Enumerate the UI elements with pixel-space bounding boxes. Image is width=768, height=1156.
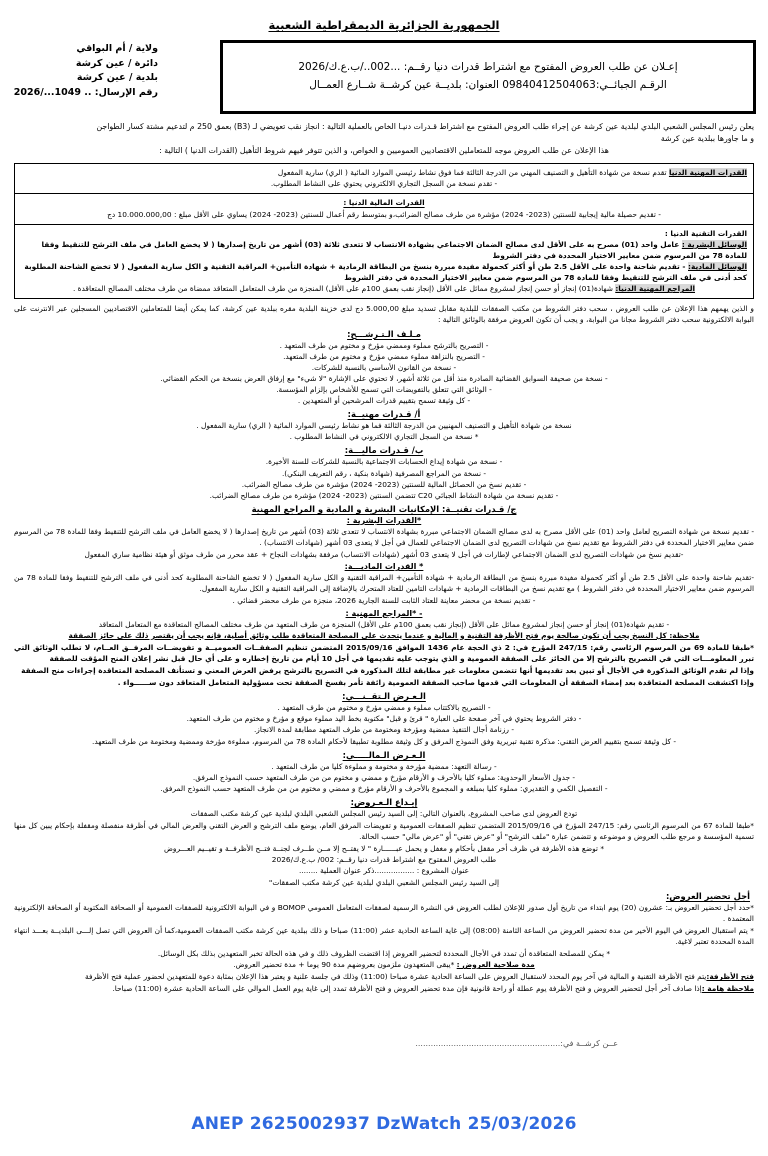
validity-text: *يبقى المتعهدون ملزمون بعروضهم مدة 90 يوما + مدة تحضير العروض. xyxy=(233,960,455,970)
list-item: - تقديم نسخة من شهادة النشاط الجبائي C20 تتضمن السنتين (2023- 2024) مؤشرة من طرف مصالح الضرائب. xyxy=(209,490,559,500)
header-row xyxy=(8,40,760,114)
list-item: - الوثائق التي تتعلق بالتفويضات التي تسمح للأشخاص بإلزام المؤسسة. xyxy=(276,384,492,394)
list-item: - جدول الأسعار الوحدوية: مملوء كليا بالأحرف و الأرقام مؤرخ و ممضي و مختوم من من طرف المتعهد حسب النموذج المرفق. xyxy=(192,772,576,782)
intro-line-3: هذا الإعلان عن طلب العروض موجه للمتعاملين الاقتصاديين العموميين و الخواص، و الذين تتوفر فيهم شروط التأهيل (القدرات الدنيا ) التالية : xyxy=(159,146,609,156)
list-item: - نسخة من القانون الأساسي بالنسبة للشركات. xyxy=(311,362,457,372)
list-item: - تقديم نسخ من الحصائل المالية للسنتين (2023- 2024) مؤشرة من طرف مصالح الضرائب. xyxy=(241,479,527,489)
section-heading-financial-offer: الـعـرض الـمالـــــي: xyxy=(342,749,426,760)
list-item: - تقديم شهادة(01) إنجاز أو حسن إنجاز لمشروع مماثل على الأقل (إنجاز نقب بعمق 100م على الأقل) المنجزة من طرف المتعهد من طرف مختلف المصالح المتعاقدة مع المتعامل المتعاقد xyxy=(98,619,670,629)
decree-note-69-c: وإذا اكتشفت المصلحة المتعاقدة بعد إمضاء الصفقة أن المعلومات التي قدمها صاحب الصفقة العمومية زائفة تأمر بفسخ الصفقة تحت مسؤولية المتعامل المتعاقد دون ســــــواء . xyxy=(117,678,754,688)
subsection-heading-human-resources: *القدرات البشرية : xyxy=(346,515,422,525)
list-item: - نسخة من المراجع المصرفية (شهادة بنكية ، رقم التعريف البنكي). xyxy=(281,468,487,478)
meta-send-number: رقم الإرسال: .. 1049.../2026 xyxy=(13,87,158,99)
criteria-label-material: الوسائل المادية: xyxy=(688,262,747,271)
criteria-text-qualification-2: - تقدم نسخة من السجل التجاري الالكتروني يحتوي على النشاط المطلوب. xyxy=(270,179,498,189)
section-heading-deadline: أجل تحضير العروض: xyxy=(665,890,750,901)
criteria-label-qualification: القدرات المهنية الدنيا xyxy=(668,168,747,178)
list-item: * نسخة من السجل التجاري الالكتروني في النشاط المطلوب . xyxy=(289,432,479,442)
criteria-row-technical xyxy=(15,225,753,299)
list-item: * توضع هذه الأظرفة في ظرف أخر مقفل بأحكام و مغفل و يحمل عبــــــارة " لا يفتــح إلا مــن طــرف لجنــة فتــح الأظرفــة و تقيــيم العـــروض xyxy=(163,844,605,854)
important-note-text: إذا صادف آخر أجل لتحضير العروض و فتح الأظرفة يوم عطلة أو راحة قانونية فإن مدة تحضير العروض و فتح الأظرفة تمدد إلى غاية يوم العمل الموالي على الساعة الحادية عشرة (11:00) صباحا. xyxy=(112,984,702,994)
list-item: - كل وثيقة تسمح بتقييم قدرات المرشحين أو المتعهدين . xyxy=(297,396,471,406)
list-item: - التفصيل الكمي و التقديري: مملوء كليا بمبلغه و المجموع بالأحرف و الأرقام مؤرخ و ممضي و مختوم من من طرف المتعهد حسب النموذج المرفق. xyxy=(160,783,608,793)
section-heading-technical-capacity: ج/ قـدرات تقنيــة: الإمكانيات البشرية و المادية و المراجع المهنية xyxy=(251,503,517,514)
announcement-line-1: إعـلان عن طلب العروض المفتوح مع اشتراط قدرات دنيا رقــم: ...002../ب.ع.ك/2026 xyxy=(298,60,678,73)
criteria-table xyxy=(14,163,754,299)
criteria-row-financial xyxy=(15,194,753,224)
opening-label: فتح الأظرفة: xyxy=(706,972,754,982)
criteria-label-technical: القدرات التقنية الدنيا : xyxy=(664,228,747,238)
submission-address-line: طلب العروض المفتوح مع اشتراط قدرات دنيا رقــم: 002/ ب.ع.ك/2026 xyxy=(271,855,497,865)
criteria-row-qualification xyxy=(15,164,753,194)
criteria-label-human: الوسائل البشرية : xyxy=(681,239,747,249)
signature-line xyxy=(0,1039,768,1048)
criteria-text-material: - تقديم شاحنة واحدة على الأقل 2.5 طن أو أكثر كحمولة مفيدة مبررة بنسخ من البطاقة الرمادية + شهادة التأمين+ المراقبة التقنية و الكل سارية المفعول ( لا تخضع الشاحنة المطلوبة كحد أدنى في ملف الترشح للتنقيط وفقا للمادة 78 من المرسوم ضمن معايير الاختيار المحددة في دفتر الشروط xyxy=(24,262,747,283)
page-title: الجمهورية الجزائرية الديمقراطية الشعبية xyxy=(268,18,500,32)
section-heading-candidacy-file: مـلـف الـتـرشـــح: xyxy=(347,328,421,339)
subsection-heading-material-resources: * القدرات الماديـــة: xyxy=(344,562,424,572)
criteria-label-references: المراجع المهنية الدنيا: xyxy=(615,284,696,294)
list-item: - التصريح بالترشح مملوء وممضي مؤرخ و مختوم من طرف المتعهد . xyxy=(279,340,489,350)
intro-block xyxy=(14,121,754,157)
list-item: - تقديم نسخة من محضر معاينة للعتاد الثابت للسنة الجارية 2026، منجزة من طرف محضر قضائي . xyxy=(232,596,536,606)
list-item: - رسالة التعهد: ممضية مؤرخة و مختومة و مملوءة كليا من طرف المتعهد . xyxy=(271,761,497,771)
opening-text: يتم فتح الأظرفة التقنية و المالية في آخر يوم المحدد لاستقبال العروض على الساعة الحادية عشرة صباحا (11:00) وذلك في جلسة علنية و يعتبر هذا الإعلان بمثابة دعوة للمتعهدين لحضور عملية فتح الأظرفة xyxy=(85,972,707,982)
meta-wilaya: ولاية / أم البواقي xyxy=(76,43,158,54)
signature-dots: ......................................................... xyxy=(415,1038,561,1048)
header-meta xyxy=(8,40,158,101)
meta-baladia: بلدية / عين كرشة xyxy=(76,72,158,84)
signature-place-date: عــن كرشــة في: xyxy=(560,1038,618,1048)
list-item: *حدد أجل تحضير العروض بـ: عشرون (20) يوم ابتداء من تاريخ أول صدور للإعلان لطلب العروض في النشرة الرسمية لصفقات المتعامل العمومي BOMOP و في البوابة الالكترونية للصفقات العمومية أو الصحافة المكتوبة أو الصحافة الإلكترونية المعتمدة . xyxy=(14,902,754,923)
list-item: *طبقا للمادة 67 من المرسوم الرئاسي رقم: 247/15 المؤرخ في 2015/09/16 المتضمن تنظيم الصفقات العمومية و تفويضات المرفق العام، يوضع ملف الترشح و العرض التقني والعرض المالي في أظرفة منفصلة ومقفلة بإحكام يبين كل منها تسمية المؤسسة و مرجع طلب العروض و موضوعه و تتضمن عبارة "ملف الترشح" أو "عرض تقني" أو "عرض مالي" حسب الحالة. xyxy=(14,821,754,842)
list-item: -تقديم نسخ من شهادات التصريح لدى الضمان الاجتماعي لإطارات في أجل لا يتعدى 03 أشهر (شهادات الانتساب) مرفقة بشهادات النجاح + عقد محرر من طرف موثق أو هيئة نظامية ساري المفعول xyxy=(84,550,684,560)
list-item: - التصريح بالاكتتاب مملوء و ممضي مؤرخ و مختوم من طرف المتعهد . xyxy=(277,703,491,713)
decree-note-69: *طبقا للمادة 69 من المرسوم الرئاسي رقم: 247/15 المؤرخ في: 2 ذي الحجة عام 1436 الموافق 2015/09/16 المتضمن تنظيم الصفقــات العموميــة و تفويضــات المرفــق العــام، لا تطلب الوثائق التي تبرر المعلومـــات التي في التصريح بالترشح إلا من الحائز على الصفقة العمومية و الذي يتوجب عليه تقديمها في أجل 10 أيام من تاريخ إخطاره و على أي حال قبل نشر إعلان المنح المؤقت للصفقة xyxy=(14,642,755,663)
submission-address-line: عنوان المشروع : .................ذكر عنوان العملية ........ xyxy=(298,866,470,876)
list-item: - دفتر الشروط يحتوي في آخر صفحة على العبارة " قرئ و قبل" مكتوبة بخط اليد مملوء موقع و مؤرخ و مختوم من طرف المتعهد. xyxy=(186,714,582,724)
section-heading-technical-offer: الـعـرض الـتقــنـــي: xyxy=(342,691,426,702)
withdrawal-note: و الذين يهمهم هذا الإعلان عن طلب العروض ، سحب دفتر الشروط من مكتب الصفقات للبلدية مقابل تسديد مبلغ 5.000,00 دج لدى خزينة البلدية مقره ببلدية عين كرشة، كما يمكن أيضا للمتعاملين الاقتصاديين المسجلين عبر الانترنت على البوابة الالكترونية سحب دفتر الشروط مجانا من البوابة، و يجب أن تكون العروض مرفقة بالوثائق التالية : xyxy=(14,304,754,325)
intro-line-2: و ما جاورها ببلدية عين كرشة xyxy=(660,134,754,144)
list-item: نسخة من شهادة التأهيل و التصنيف المهنيين من الدرجة الثالثة فما هو نشاط رئيسي الموارد المائية ( الري) سارية المفعول . xyxy=(196,421,572,431)
list-item: - نسخة من صحيفة السوابق القضائية الصادرة منذ أقل من ثلاثة أشهر، لا تحتوي على الإشارة "لا شيء" مع إرفاق العرض بنسخة من الحكم القضائي. xyxy=(160,373,608,383)
list-item: - رزنامة أجال التنفيذ ممضية ومؤرخة ومختومة من طرف المتعهد مطابقة لمدة الانجاز. xyxy=(253,725,515,735)
section-heading-financial-capacity: ب/ قـدرات ماليـــة: xyxy=(344,445,424,456)
criteria-text-qualification: تقدم نسخة من شهادة التأهيل و التصنيف المهني من الدرجة الثالثة فما فوق نشاط رئيسي الموارد المائية ( الري) سارية المفعول xyxy=(277,168,669,178)
announcement-line-2: الرقـم الجبائــي:09840412504063 العنوان: بلديــة عين كرشــة شــارع العمــال xyxy=(309,79,667,91)
criteria-text-financial: - تقديم حصيلة مالية إيجابية للسنتين (2023- 2024) مؤشرة من طرف مصالح الضرائب،و بمتوسط رقم أعمال للسنتين (2023- 2024) يساوي على الأقل مبلغ : 10.000.000,00 دج xyxy=(107,209,661,219)
list-item: * يمكن للمصلحة المتعاقدة أن تمدد في الأجال المحددة لتحضير العروض إذا اقتضت الظروف ذلك و في هذه الحالة تخبر المتعهدين بذلك بكل الوسائل. xyxy=(157,949,611,959)
validity-copies-note: ملاحظة: كل النسخ يجب أن تكون صالحة يوم فتح الأظرفة التقنية و المالية و عندما يتحدث على المصلحة المتعاقدة طلب وثائق أصلية، فإنه يجب أن يقتصر ذلك على حائز الصفقة xyxy=(68,630,700,640)
important-note-label: ملاحظة هامة : xyxy=(701,984,754,994)
submission-address-line: إلى السيد رئيس المجلس الشعبي البلدي لبلدية عين كرشة مكتب الصفقات" xyxy=(268,877,500,887)
subsection-heading-professional-references: - *المراجع المهنية : xyxy=(345,608,423,618)
criteria-label-financial: القدرات المالية الدنيا : xyxy=(343,198,425,208)
intro-line-1: يعلن رئيس المجلس الشعبي البلدي لبلدية عين كرشة عن إجراء طلب العروض المفتوح مع اشتراط قـدرات دنيـا الخاص بالعملية التالية : انجاز نقب تعويضي لـ (B3) بعمق 250 م لتدعيم مشتة كسار الطواجن xyxy=(96,122,754,131)
document-page xyxy=(0,18,768,1156)
meta-daira: دائرة / عين كرشة xyxy=(75,57,158,69)
list-item: - نسخة من شهادة إيداع الحسابات الاجتماعية بالنسبة للشركات للسنة الأخيرة. xyxy=(265,457,503,467)
list-item: - كل وثيقة تسمح بتقييم العرض التقني: مذكرة تقنية تبريرية وفق النموذج المرفق و كل وثيقة مطلوبة تطبيقا لأحكام المادة 78 من المرسوم، مملوءة مؤرخة وممضية ومختومة من طرف المتعهد. xyxy=(92,736,676,746)
footer-anep-reference: ANEP 2625002937 DzWatch 25/03/2026 xyxy=(191,1114,577,1134)
decree-note-69-b: وإذا لم تقدم الوثائق المذكورة في الأجال أو تبين بعد تقديمها أنها تتضمن معلومات غير مطابقة لتلك المذكورة في التصريح بالترشح يرفض العرض المعني و تستأنف المصلحة المتعاقدة إجراءات منح الصفقة xyxy=(21,665,754,675)
section-heading-submission: إيـداع الـعـروض: xyxy=(350,796,418,807)
list-item: * يتم استقبال العروض في اليوم الأخير من مدة تحضير العروض من الساعة الثامنة (08:00) إلى غاية الساعة الحادية عشر (11:00) صباحا و ذلك ببلدية عين كرشة مكتب الصفقات العمومية،كما أن العروض التي تصل إلـــى البلديــة بعـــد انتهاء المدة المحددة تعتبر لاغية. xyxy=(14,925,754,947)
list-item: - تقديم نسخة من شهادة التصريح لعامل واحد (01) على الأقل مصرح به لدى مصالح الضمان الاجتماعي مبررة بشهادة الانتساب لا تتعدى ثلاثة (03) أشهر من تاريخ إصدارها ( لا يخضع العامل في ملف الترشح للتنقيط وفقا للمادة 78 من المرسوم ضمن معايير الاختيار المحددة في دفتر الشروط مع تقديم نسخ من شهادات التصريح لدى الضمان الاجتماعي للعمال في أجل لا يتعدى 03 أشهر (شهادات الانتساب) . xyxy=(14,526,755,547)
criteria-text-references: شهادة(01) إنجاز أو حسن إنجاز لمشروع مماثل على الأقل (إنجاز نقب بعمق 100م على الأقل) المنجزة من طرف المتعامل المتعاقد ممضاة من طرف مختلف المصالح المتعاقدة . xyxy=(72,284,616,294)
validity-heading: مدة صلاحية العروض : xyxy=(456,960,535,970)
list-item: -تقديم شاحنة واحدة على الأقل 2.5 طن أو أكثر كحمولة مفيدة مبررة بنسخ من البطاقة الرمادية + شهادة التأمين+ المراقبة التقنية و الكل سارية المفعول ( لا تخضع الشاحنة المطلوبة كحد أدنى في ملف الترشح للتنقيط وفقا للمادة 78 من المرسوم ضمن معايير الاختيار المحددة في دفتر الشروط ) مع تقديم نسخ من البطاقات الرمادية + شهادات التامين للعتاد المتحرك بالإضافة إلى المراقبة التقنية و الكل سارية المفعول. xyxy=(14,573,754,594)
list-item: - التصريح بالنزاهة مملوء ممضي مؤرخ و مختوم من طرف المتعهد. xyxy=(283,351,485,361)
announcement-box xyxy=(220,40,756,114)
criteria-text-human: عامل واحد (01) مصرح به على الأقل لدى مصالح الضمان الاجتماعي بشهادة الانتساب لا تتعدى ثلاثة (03) أشهر من تاريخ إصدارها ( لا يخضع العامل في ملف الترشح للتنقيط وفقا للمادة 78 من المرسوم ضمن معايير الاختيار المحددة في دفتر الشروط xyxy=(41,239,747,260)
section-heading-professional-capacity: أ/ قـدرات مهنيــة: xyxy=(347,409,421,420)
submission-intro: تودع العروض لدى صاحب المشروع، بالعنوان التالي: إلى السيد رئيس المجلس الشعبي البلدي لبلدية عين كرشة مكتب الصفقات xyxy=(190,808,578,818)
